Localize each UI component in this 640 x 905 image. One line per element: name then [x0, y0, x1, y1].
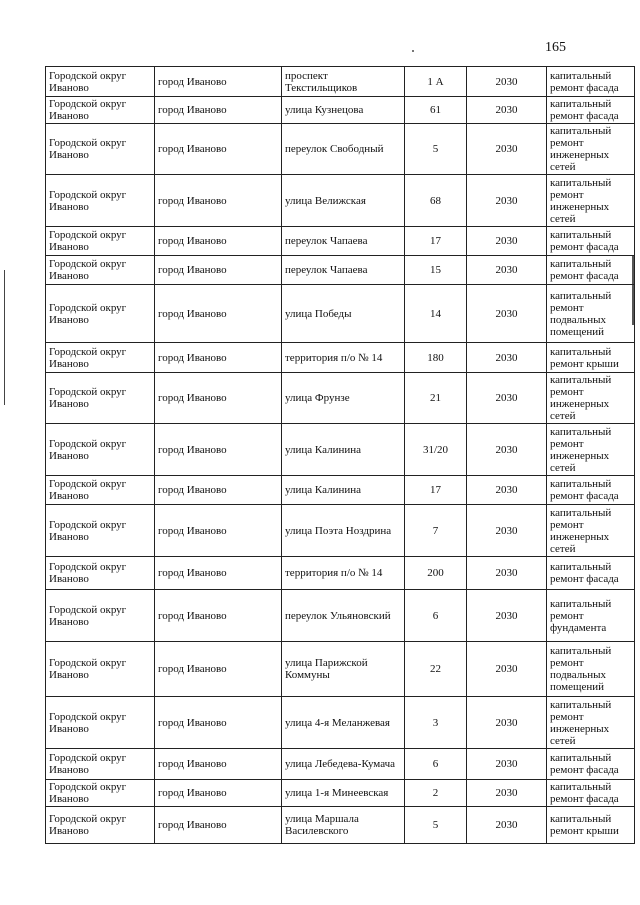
city-cell: город Иваново	[155, 590, 282, 642]
house-number-cell: 6	[405, 590, 467, 642]
work-type-cell: капитальный ремонт подвальных помещений	[547, 285, 635, 343]
table-row	[46, 476, 635, 505]
district-cell: Городской округ Иваново	[46, 780, 155, 807]
district-cell: Городской округ Иваново	[46, 285, 155, 343]
year-cell: 2030	[467, 227, 547, 256]
year-cell: 2030	[467, 697, 547, 749]
city-cell: город Иваново	[155, 780, 282, 807]
city-cell: город Иваново	[155, 505, 282, 557]
district-cell: Городской округ Иваново	[46, 343, 155, 373]
page-number: 165	[545, 40, 566, 55]
table-row	[46, 373, 635, 424]
district-cell: Городской округ Иваново	[46, 67, 155, 97]
work-type-cell: капитальный ремонт фасада	[547, 67, 635, 97]
district-cell: Городской округ Иваново	[46, 476, 155, 505]
district-cell: Городской округ Иваново	[46, 807, 155, 844]
year-cell: 2030	[467, 590, 547, 642]
work-type-cell: капитальный ремонт подвальных помещений	[547, 642, 635, 697]
house-number-cell: 5	[405, 124, 467, 175]
city-cell: город Иваново	[155, 749, 282, 780]
work-type-cell: капитальный ремонт фасада	[547, 227, 635, 256]
house-number-cell: 15	[405, 256, 467, 285]
house-number-cell: 5	[405, 807, 467, 844]
work-type-cell: капитальный ремонт инженерных сетей	[547, 175, 635, 227]
house-number-cell: 68	[405, 175, 467, 227]
city-cell: город Иваново	[155, 343, 282, 373]
city-cell: город Иваново	[155, 807, 282, 844]
street-cell: улица 1-я Минеевская	[282, 780, 405, 807]
table-row	[46, 807, 635, 844]
house-number-cell: 14	[405, 285, 467, 343]
table-row	[46, 67, 635, 97]
table-row	[46, 343, 635, 373]
city-cell: город Иваново	[155, 175, 282, 227]
district-cell: Городской округ Иваново	[46, 373, 155, 424]
district-cell: Городской округ Иваново	[46, 227, 155, 256]
street-cell: улица Победы	[282, 285, 405, 343]
table-row	[46, 256, 635, 285]
year-cell: 2030	[467, 557, 547, 590]
street-cell: переулок Чапаева	[282, 227, 405, 256]
district-cell: Городской округ Иваново	[46, 424, 155, 476]
house-number-cell: 3	[405, 697, 467, 749]
year-cell: 2030	[467, 424, 547, 476]
house-number-cell: 31/20	[405, 424, 467, 476]
table-row	[46, 590, 635, 642]
year-cell: 2030	[467, 373, 547, 424]
year-cell: 2030	[467, 749, 547, 780]
house-number-cell: 1 А	[405, 67, 467, 97]
street-cell: улица Велижская	[282, 175, 405, 227]
district-cell: Городской округ Иваново	[46, 749, 155, 780]
city-cell: город Иваново	[155, 642, 282, 697]
district-cell: Городской округ Иваново	[46, 557, 155, 590]
work-type-cell: капитальный ремонт инженерных сетей	[547, 424, 635, 476]
house-number-cell: 21	[405, 373, 467, 424]
table-row	[46, 424, 635, 476]
work-type-cell: капитальный ремонт фундамента	[547, 590, 635, 642]
city-cell: город Иваново	[155, 285, 282, 343]
table-row	[46, 505, 635, 557]
work-type-cell: капитальный ремонт фасада	[547, 256, 635, 285]
year-cell: 2030	[467, 124, 547, 175]
house-number-cell: 200	[405, 557, 467, 590]
table-row	[46, 749, 635, 780]
year-cell: 2030	[467, 780, 547, 807]
year-cell: 2030	[467, 807, 547, 844]
work-type-cell: капитальный ремонт фасада	[547, 780, 635, 807]
city-cell: город Иваново	[155, 373, 282, 424]
house-number-cell: 22	[405, 642, 467, 697]
district-cell: Городской округ Иваново	[46, 505, 155, 557]
district-cell: Городской округ Иваново	[46, 590, 155, 642]
table-row	[46, 780, 635, 807]
street-cell: улица Калинина	[282, 424, 405, 476]
work-type-cell: капитальный ремонт фасада	[547, 749, 635, 780]
year-cell: 2030	[467, 642, 547, 697]
work-type-cell: капитальный ремонт крыши	[547, 807, 635, 844]
table-row	[46, 285, 635, 343]
street-cell: переулок Чапаева	[282, 256, 405, 285]
street-cell: улица Кузнецова	[282, 97, 405, 124]
district-cell: Городской округ Иваново	[46, 97, 155, 124]
street-cell: улица Калинина	[282, 476, 405, 505]
street-cell: территория п/о № 14	[282, 343, 405, 373]
street-cell: улица Маршала Василевского	[282, 807, 405, 844]
city-cell: город Иваново	[155, 557, 282, 590]
table-row	[46, 642, 635, 697]
city-cell: город Иваново	[155, 256, 282, 285]
city-cell: город Иваново	[155, 476, 282, 505]
work-type-cell: капитальный ремонт фасада	[547, 557, 635, 590]
district-cell: Городской округ Иваново	[46, 124, 155, 175]
city-cell: город Иваново	[155, 697, 282, 749]
street-cell: территория п/о № 14	[282, 557, 405, 590]
work-type-cell: капитальный ремонт крыши	[547, 343, 635, 373]
year-cell: 2030	[467, 343, 547, 373]
district-cell: Городской округ Иваново	[46, 175, 155, 227]
house-number-cell: 180	[405, 343, 467, 373]
city-cell: город Иваново	[155, 227, 282, 256]
table-row	[46, 697, 635, 749]
year-cell: 2030	[467, 476, 547, 505]
street-cell: улица 4-я Меланжевая	[282, 697, 405, 749]
house-number-cell: 17	[405, 227, 467, 256]
street-cell: переулок Свободный	[282, 124, 405, 175]
year-cell: 2030	[467, 97, 547, 124]
year-cell: 2030	[467, 505, 547, 557]
table-row	[46, 175, 635, 227]
house-number-cell: 6	[405, 749, 467, 780]
year-cell: 2030	[467, 67, 547, 97]
street-cell: улица Парижской Коммуны	[282, 642, 405, 697]
city-cell: город Иваново	[155, 67, 282, 97]
street-cell: проспект Текстильщиков	[282, 67, 405, 97]
table-row	[46, 124, 635, 175]
work-type-cell: капитальный ремонт фасада	[547, 476, 635, 505]
street-cell: переулок Ульяновский	[282, 590, 405, 642]
work-type-cell: капитальный ремонт инженерных сетей	[547, 124, 635, 175]
street-cell: улица Поэта Ноздрина	[282, 505, 405, 557]
house-number-cell: 17	[405, 476, 467, 505]
city-cell: город Иваново	[155, 424, 282, 476]
work-type-cell: капитальный ремонт фасада	[547, 97, 635, 124]
house-number-cell: 2	[405, 780, 467, 807]
street-cell: улица Лебедева-Кумача	[282, 749, 405, 780]
city-cell: город Иваново	[155, 97, 282, 124]
table-row	[46, 557, 635, 590]
street-cell: улица Фрунзе	[282, 373, 405, 424]
year-cell: 2030	[467, 256, 547, 285]
repair-schedule-table	[45, 66, 635, 844]
year-cell: 2030	[467, 285, 547, 343]
house-number-cell: 61	[405, 97, 467, 124]
district-cell: Городской округ Иваново	[46, 642, 155, 697]
table-row	[46, 227, 635, 256]
work-type-cell: капитальный ремонт инженерных сетей	[547, 697, 635, 749]
table-row	[46, 97, 635, 124]
scan-margin-line-left	[4, 270, 5, 405]
work-type-cell: капитальный ремонт инженерных сетей	[547, 505, 635, 557]
city-cell: город Иваново	[155, 124, 282, 175]
house-number-cell: 7	[405, 505, 467, 557]
work-type-cell: капитальный ремонт инженерных сетей	[547, 373, 635, 424]
district-cell: Городской округ Иваново	[46, 256, 155, 285]
year-cell: 2030	[467, 175, 547, 227]
district-cell: Городской округ Иваново	[46, 697, 155, 749]
scan-speck	[412, 50, 414, 52]
